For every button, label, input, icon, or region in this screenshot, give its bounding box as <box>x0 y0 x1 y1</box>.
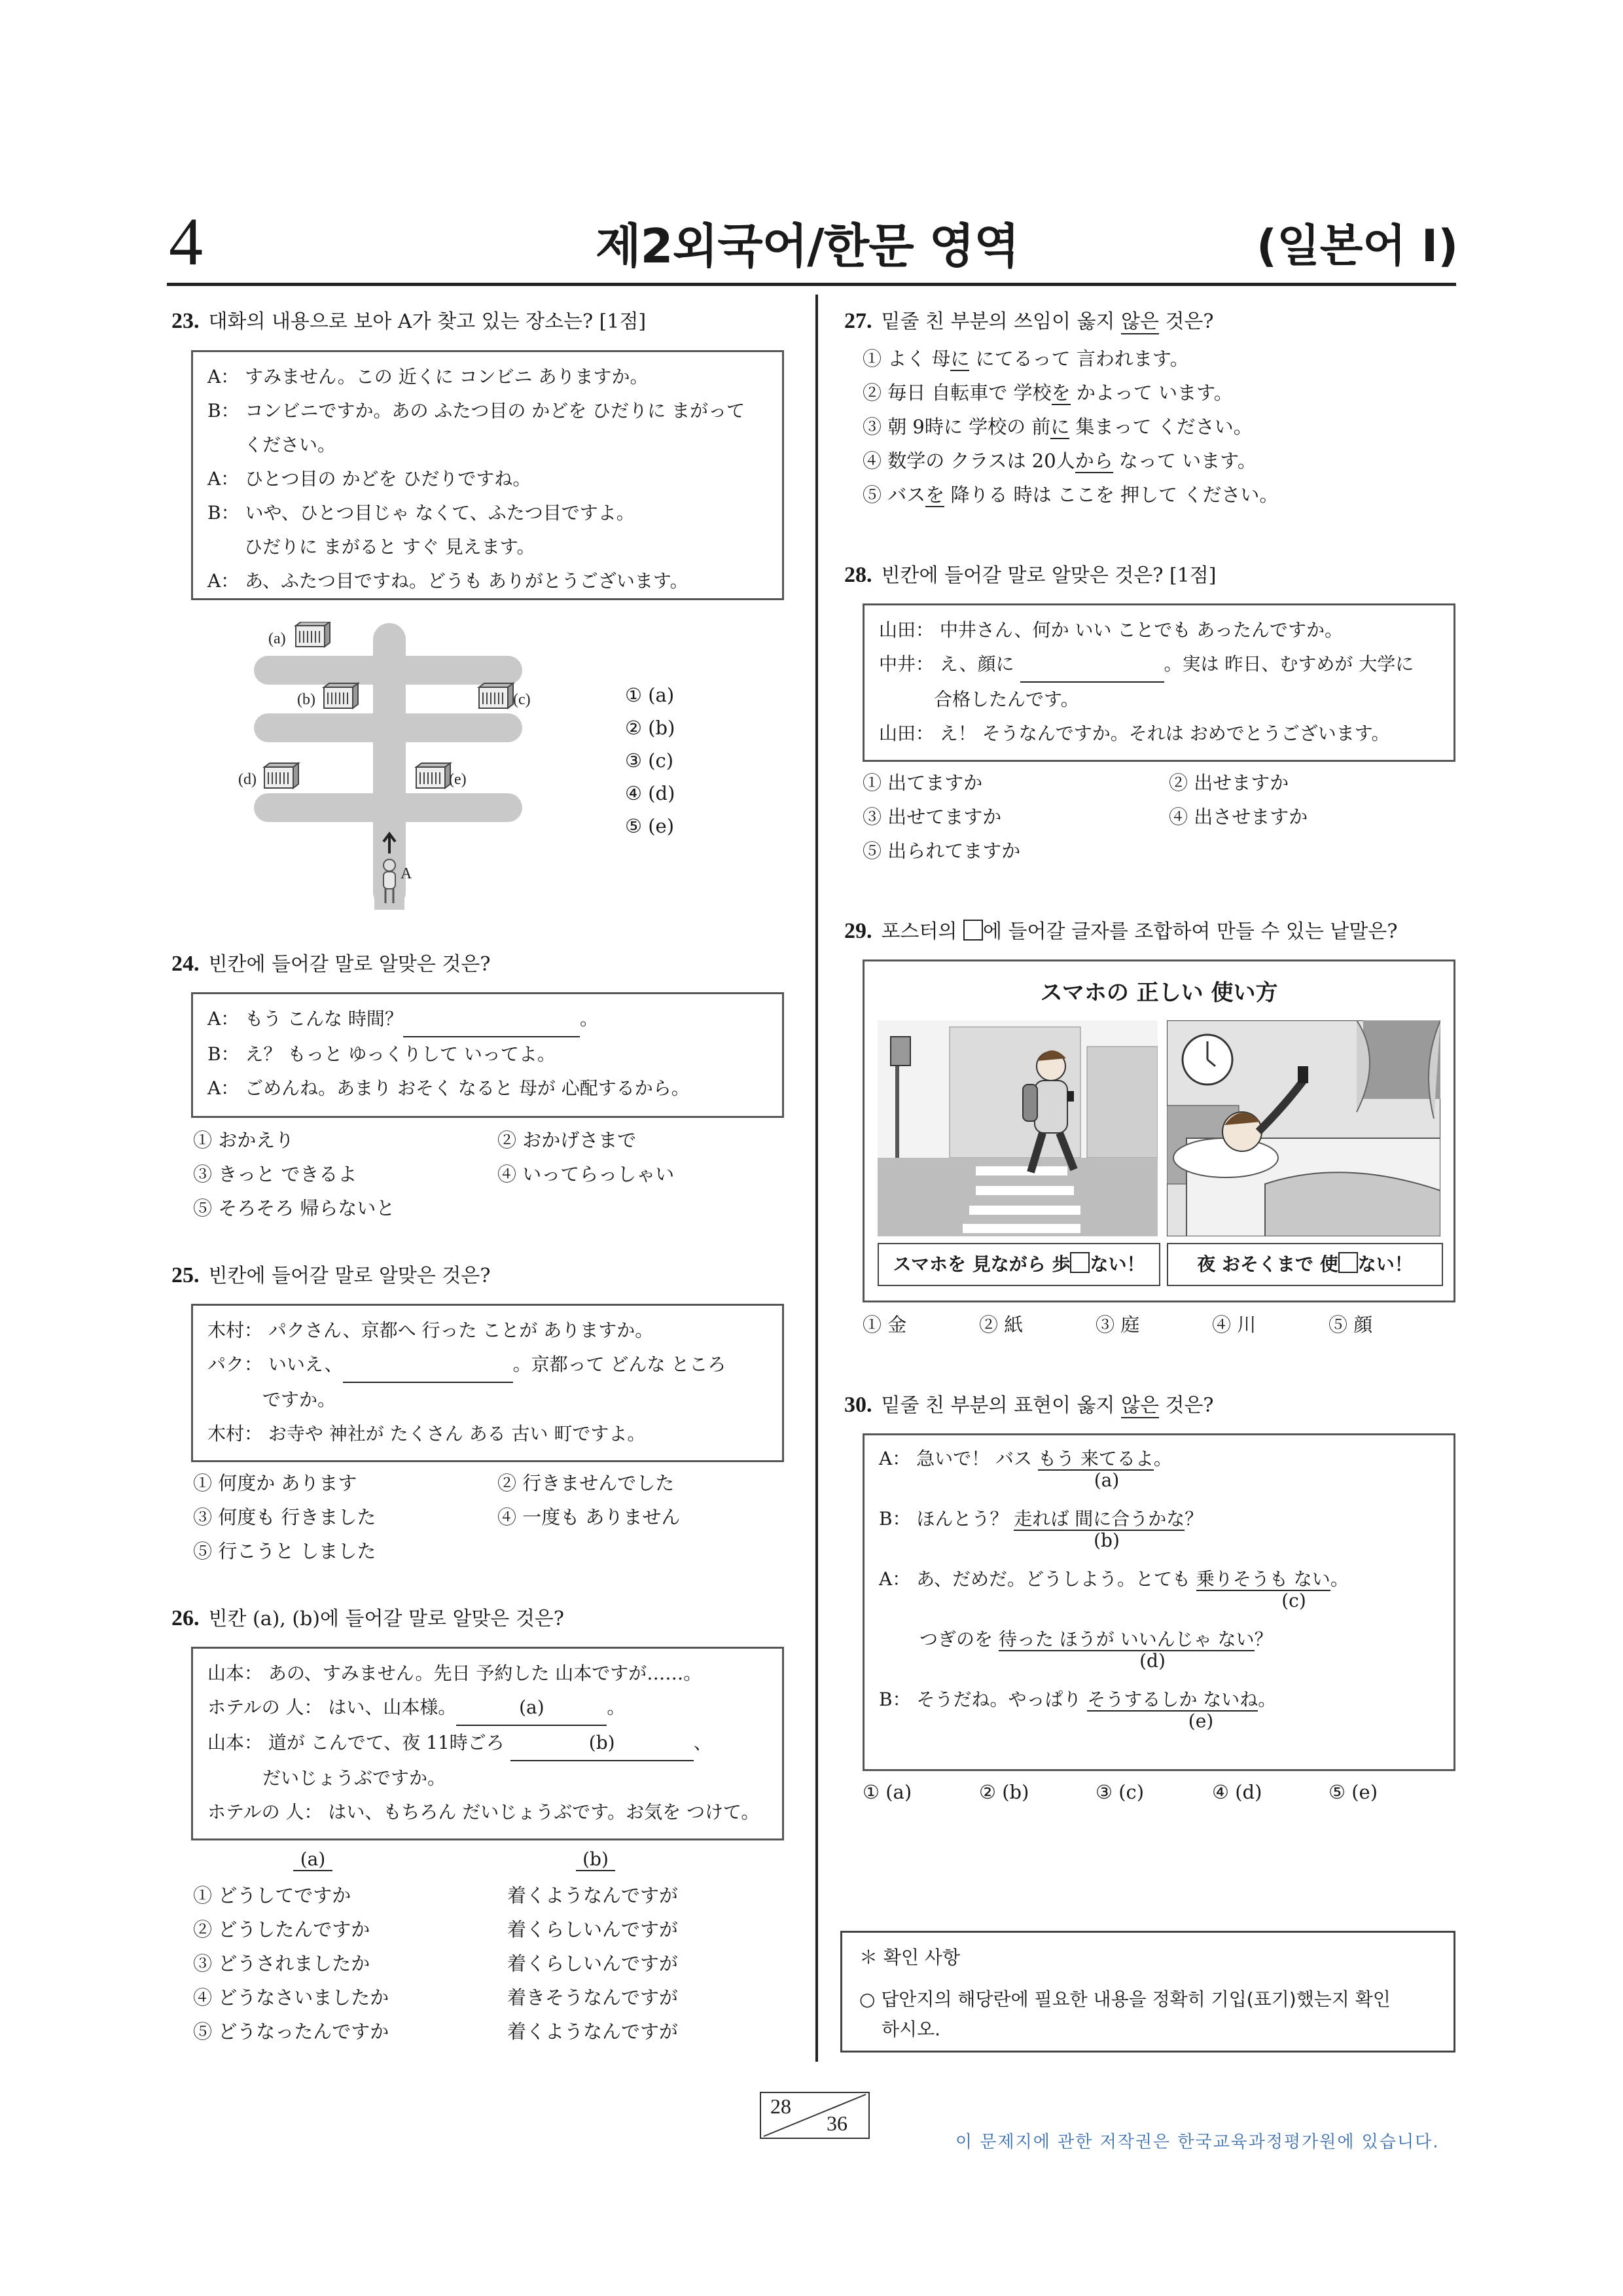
q26-line <box>207 1726 759 1761</box>
q29-option[interactable]: ⑤ 顔 <box>1329 1314 1373 1336</box>
q26-option-b: 着くらしいんですが <box>507 1952 679 1975</box>
q30-option[interactable]: ③ (c) <box>1096 1781 1145 1803</box>
q27-option-text: ⑤ バス <box>863 484 926 506</box>
q28-option[interactable]: ① 出てますか <box>863 772 983 794</box>
q30-option[interactable]: ② (b) <box>979 1781 1029 1803</box>
q30-line-text: B： ほんとう？ <box>879 1508 1014 1530</box>
walking-phone-illustration <box>878 1020 1158 1236</box>
q26-number: 26. <box>171 1606 200 1630</box>
caption-left-text: ない！ <box>1090 1253 1145 1275</box>
q23-line: A： すみません。この 近くに コンビニ ありますか。 <box>207 366 649 387</box>
language-title: (일본어 I) <box>1257 221 1459 272</box>
q26-col-header-b: (b) <box>576 1848 615 1871</box>
q23-building-d <box>264 763 298 788</box>
q27-option[interactable] <box>863 342 1189 376</box>
blank-square-icon <box>1338 1252 1358 1273</box>
q25-question: 빈칸에 들어갈 말로 알맞은 것은? <box>208 1265 491 1287</box>
q30-underline-c: 乗りそうも ない <box>1196 1568 1330 1590</box>
q23-question: 대화의 내용으로 보아 A가 찾고 있는 장소는? [1점] <box>208 310 647 333</box>
q26-prompt <box>171 1605 564 1633</box>
caption-right-text: ない！ <box>1357 1253 1413 1275</box>
map-label-a: (a) <box>268 630 286 647</box>
map-label-d: (d) <box>238 771 257 788</box>
q29-question: 에 들어갈 글자를 조합하여 만들 수 있는 낱말은? <box>982 920 1398 943</box>
page-number: 4 <box>169 204 203 279</box>
q30-option[interactable]: ④ (d) <box>1212 1781 1262 1803</box>
q29-option[interactable]: ② 紙 <box>979 1314 1024 1336</box>
q28-line: 山田： 中井さん、何か いい ことでも あったんですか。 <box>879 619 1344 641</box>
q30-line-text: A： あ、だめだ。どうしよう。とても <box>879 1568 1196 1590</box>
q26-option[interactable]: ③ どうされましたか <box>193 1952 370 1975</box>
q24-line-end: 。 <box>579 1008 598 1030</box>
q26-line <box>207 1691 759 1726</box>
q26-line-text: 。 <box>607 1696 626 1718</box>
q27-option-text: かよって います。 <box>1070 382 1233 404</box>
q29-poster <box>863 960 1455 1302</box>
q25-line: 木村： パクさん、京都へ 行った ことが ありますか。 <box>207 1319 654 1341</box>
q26-option[interactable]: ② どうしたんですか <box>193 1918 370 1941</box>
q26-blank-b: (b) <box>510 1726 694 1761</box>
q25-dialogue-box <box>191 1304 784 1462</box>
q26-line-text: ホテルの 人： はい、山本様。 <box>207 1696 457 1718</box>
q23-option[interactable]: ④ (d) <box>625 782 675 804</box>
q30-label-a: (a) <box>1094 1469 1120 1491</box>
map-label-person: A <box>401 865 412 882</box>
q24-blank <box>403 1002 580 1037</box>
q27-option[interactable] <box>863 376 1233 410</box>
q23-dialogue-box <box>191 350 784 600</box>
q30-line-text: 。 <box>1330 1568 1349 1590</box>
q27-prompt <box>844 308 1214 336</box>
q30-line <box>919 1623 1273 1657</box>
q23-line: B： いや、ひとつ目じゃ なくて、ふたつ目ですよ。 <box>207 502 635 524</box>
q30-line-text: ？ <box>1254 1628 1273 1650</box>
q27-option[interactable] <box>863 444 1257 478</box>
q27-option-underline: から <box>1075 450 1113 472</box>
total-pages: 36 <box>827 2111 847 2135</box>
q24-line: B： え？ もっと ゆっくりして いってよ。 <box>207 1043 556 1065</box>
q26-question: 빈칸 (a), (b)에 들어갈 말로 알맞은 것은? <box>208 1607 564 1630</box>
q23-line: A： あ、ふたつ目ですね。どうも ありがとうございます。 <box>207 570 688 592</box>
q26-col-header-a: (a) <box>293 1848 332 1871</box>
q28-line-text: 。実は 昨日、むすめが 大学に <box>1164 653 1414 675</box>
q24-line-text: A： もう こんな 時間？ <box>207 1008 403 1030</box>
q28-dialogue-box <box>863 603 1455 762</box>
q28-option[interactable]: ④ 出させますか <box>1169 806 1308 828</box>
q30-dialogue-box <box>863 1433 1455 1771</box>
q25-line <box>207 1348 726 1383</box>
q23-building-e <box>416 763 450 788</box>
q30-line-text: 。 <box>1153 1448 1172 1469</box>
q28-line <box>879 647 1414 683</box>
map-label-c: (c) <box>513 691 531 708</box>
q28-question: 빈칸에 들어갈 말로 알맞은 것은? [1점] <box>881 564 1217 587</box>
q24-option[interactable]: ④ いってらっしゃい <box>497 1163 675 1185</box>
q30-option[interactable]: ⑤ (e) <box>1329 1781 1378 1803</box>
q27-option[interactable] <box>863 478 1278 512</box>
q26-blank-a: (a) <box>456 1691 607 1726</box>
q26-line: だいじょうぶですか。 <box>207 1767 446 1789</box>
q29-question: 포스터의 <box>881 920 963 943</box>
copyright-notice: 이 문제지에 관한 저작권은 한국교육과정평가원에 있습니다. <box>955 2132 1440 2152</box>
current-page: 28 <box>770 2094 791 2118</box>
q23-street-map <box>236 622 537 910</box>
q23-option[interactable]: ⑤ (e) <box>625 815 675 837</box>
q28-line: 合格したんです。 <box>879 689 1079 710</box>
map-label-b: (b) <box>297 691 315 708</box>
q29-option[interactable]: ④ 川 <box>1212 1314 1257 1336</box>
q30-line-text: 。 <box>1258 1689 1277 1710</box>
q23-option[interactable]: ② (b) <box>625 717 675 739</box>
notice-box <box>840 1931 1455 2053</box>
q28-option[interactable]: ② 出せますか <box>1169 772 1289 794</box>
q27-option-text: なって います。 <box>1113 450 1257 472</box>
q26-dialogue-box <box>191 1647 784 1840</box>
q27-option-underline: に <box>1050 416 1070 438</box>
q27-number: 27. <box>844 309 872 333</box>
q26-line: 山本： あの、すみません。先日 予約した 山本ですが……。 <box>207 1662 702 1684</box>
q25-line: 木村： お寺や 神社が たくさん ある 古い 町ですよ。 <box>207 1423 646 1444</box>
q25-option[interactable]: ② 行きませんでした <box>497 1472 675 1494</box>
notice-title: ＊ 확인 사항 <box>859 1946 960 1968</box>
q26-option[interactable]: ① どうしてですか <box>193 1884 351 1907</box>
q27-option-underline: を <box>925 484 945 506</box>
q30-underline-a: もう 来てるよ <box>1037 1448 1154 1469</box>
q26-option[interactable]: ⑤ どうなったんですか <box>193 2020 389 2043</box>
q28-option[interactable]: ③ 出せてますか <box>863 806 1002 828</box>
caption-right-text: 夜 おそくまで 使 <box>1197 1253 1338 1275</box>
q30-question-underline: 않은 <box>1120 1394 1159 1417</box>
q27-option-text: 降りる 時は ここを 押して ください。 <box>944 484 1279 506</box>
bed-phone-illustration <box>1167 1020 1440 1236</box>
q28-option[interactable]: ⑤ 出られてますか <box>863 840 1021 862</box>
poster-caption-left <box>878 1243 1160 1286</box>
q25-option[interactable]: ③ 何度も 行きました <box>193 1506 376 1528</box>
q24-question: 빈칸에 들어갈 말로 알맞은 것은? <box>208 953 491 976</box>
q23-option[interactable]: ③ (c) <box>625 749 674 772</box>
q30-label-c: (c) <box>1281 1590 1306 1611</box>
notice-text: ○ 답안지의 해당란에 필요한 내용을 정확히 기입(표기)했는지 확인 <box>859 1988 1391 2010</box>
notice-text: 하시오. <box>882 2018 941 2040</box>
q30-label-d: (d) <box>1139 1650 1166 1672</box>
q30-underline-d: 待った ほうが いいんじゃ ない <box>998 1628 1255 1650</box>
caption-left-text: スマホを 見ながら 歩 <box>893 1253 1071 1275</box>
q30-option[interactable]: ① (a) <box>863 1781 912 1803</box>
poster-title: スマホの 正しい 使い方 <box>1040 980 1278 1006</box>
q27-option-text: にてるって 言われます。 <box>969 348 1189 370</box>
q25-option[interactable]: ④ 一度も ありません <box>497 1506 681 1528</box>
q24-prompt <box>171 950 490 978</box>
q24-option[interactable]: ② おかげさまで <box>497 1129 637 1151</box>
q30-label-e: (e) <box>1188 1710 1214 1732</box>
q27-option-text: ④ 数学の クラスは 20人 <box>863 450 1075 472</box>
q29-prompt <box>844 918 1397 946</box>
q30-number: 30. <box>844 1393 872 1417</box>
q25-number: 25. <box>171 1263 200 1287</box>
q28-line: 山田： え！ そうなんですか。それは おめでとうございます。 <box>879 723 1390 744</box>
q24-line <box>207 1002 690 1037</box>
q27-question: 것은? <box>1158 310 1214 333</box>
q25-option[interactable]: ① 何度か あります <box>193 1472 357 1494</box>
q30-question: 밑줄 친 부분의 표현이 옳지 <box>881 1394 1121 1417</box>
q25-option[interactable]: ⑤ 行こうと しました <box>193 1540 376 1562</box>
q26-option-b: 着くようなんですが <box>507 2020 679 2043</box>
q23-line: ひだりに まがると すぐ 見えます。 <box>207 536 535 558</box>
q26-option[interactable]: ④ どうなさいましたか <box>193 1986 389 2009</box>
q25-line-text: パク： いいえ、 <box>207 1354 343 1375</box>
q27-option[interactable] <box>863 410 1253 444</box>
q23-building-c <box>479 683 513 708</box>
q30-line-text: ？ <box>1185 1508 1204 1530</box>
q24-option[interactable]: ⑤ そろそろ 帰らないと <box>193 1197 395 1219</box>
column-divider <box>815 295 818 2062</box>
q27-option-text: 集まって ください。 <box>1069 416 1253 438</box>
q27-option-underline: を <box>1051 382 1071 404</box>
q30-line <box>879 1502 1203 1536</box>
q23-line: B： コンビニですか。あの ふたつ目の かどを ひだりに まがって <box>207 400 745 422</box>
q26-option-b: 着きそうなんですが <box>507 1986 679 2009</box>
blank-square-icon <box>1070 1252 1090 1273</box>
blank-square-icon <box>963 920 983 941</box>
q30-question: 것은? <box>1158 1394 1214 1417</box>
q25-blank <box>343 1348 513 1383</box>
q23-building-b <box>324 683 358 708</box>
q26-line-text: 山本： 道が こんでて、夜 11時ごろ <box>207 1732 505 1753</box>
q23-line: ください。 <box>207 434 336 456</box>
q30-prompt <box>844 1391 1214 1420</box>
q30-line-text: A： 急いで！ バス <box>879 1448 1038 1469</box>
q24-line: A： ごめんね。あまり おそく なると 母が 心配するから。 <box>207 1077 690 1099</box>
map-label-e: (e) <box>449 771 467 788</box>
q30-underline-b: 走れば 間に合うかな <box>1014 1508 1185 1530</box>
q28-blank <box>1020 647 1164 683</box>
q23-prompt <box>171 308 646 336</box>
q23-number: 23. <box>171 309 200 333</box>
q26-option-b: 着くらしいんですが <box>507 1918 679 1941</box>
q25-prompt <box>171 1262 490 1290</box>
poster-caption-right <box>1167 1243 1443 1286</box>
q30-line-text: B： そうだね。やっぱり <box>879 1689 1088 1710</box>
q27-option-underline: に <box>950 348 970 370</box>
q23-option[interactable]: ① (a) <box>625 684 675 706</box>
q28-line-text: 中井： え、顔に <box>879 653 1014 675</box>
q30-line <box>879 1442 1172 1476</box>
q29-option[interactable]: ③ 庭 <box>1096 1314 1140 1336</box>
q23-line: A： ひとつ目の かどを ひだりですね。 <box>207 468 531 490</box>
header-rule <box>167 283 1456 286</box>
q29-option[interactable]: ① 金 <box>863 1314 907 1336</box>
q30-underline-e: そうするしか ないね <box>1087 1689 1258 1710</box>
q26-line-text: 、 <box>693 1732 712 1753</box>
q24-dialogue-box <box>191 992 784 1118</box>
q26-line: ホテルの 人： はい、もちろん だいじょうぶです。お気を つけて。 <box>207 1801 760 1823</box>
q25-line-text: 。京都って どんな ところ <box>512 1354 726 1375</box>
q25-line: ですか。 <box>207 1389 336 1410</box>
q30-line-text: つぎのを <box>919 1628 999 1650</box>
q24-option[interactable]: ① おかえり <box>193 1129 294 1151</box>
q24-option[interactable]: ③ きっと できるよ <box>193 1163 357 1185</box>
q29-number: 29. <box>844 919 872 943</box>
q24-number: 24. <box>171 952 200 976</box>
q28-prompt <box>844 562 1216 590</box>
q27-option-text: ③ 朝 9時に 学校の 前 <box>863 416 1051 438</box>
q28-number: 28. <box>844 563 872 587</box>
q23-building-a <box>296 622 330 647</box>
q27-option-text: ② 毎日 自転車で 学校 <box>863 382 1052 404</box>
page-indicator <box>760 2092 870 2139</box>
q30-label-b: (b) <box>1094 1530 1120 1551</box>
q27-option-text: ① よく 母 <box>863 348 951 370</box>
q26-option-b: 着くようなんですが <box>507 1884 679 1907</box>
q27-question-underline: 않은 <box>1120 310 1159 333</box>
q27-question: 밑줄 친 부분의 쓰임이 옳지 <box>881 310 1121 333</box>
subject-title: 제2외국어/한문 영역 <box>596 219 1019 274</box>
